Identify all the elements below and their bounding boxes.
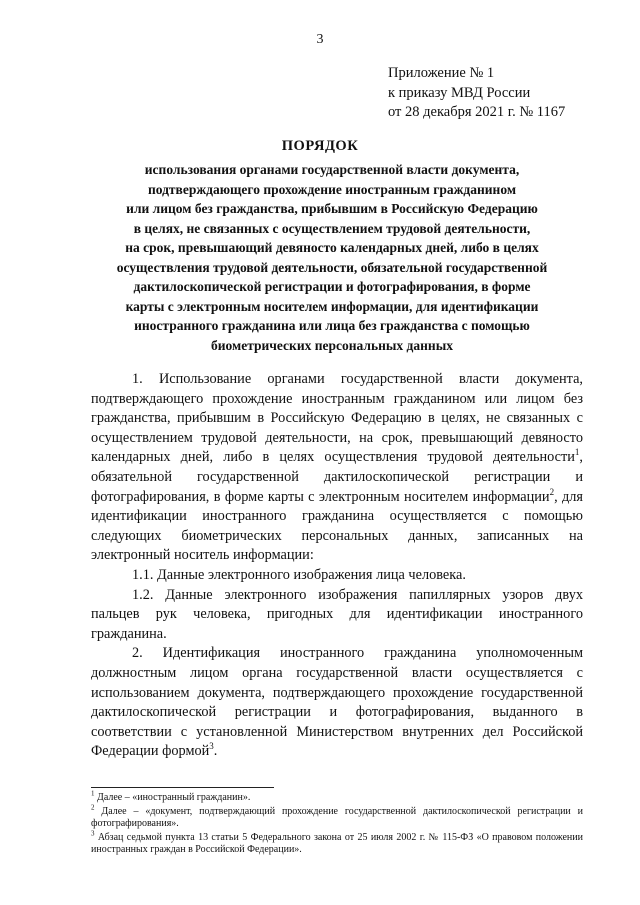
footnote-text: Далее – «иностранный гражданин». <box>94 792 251 803</box>
subtitle-line: биометрических персональных данных <box>211 337 453 353</box>
subtitle-line: на срок, превышающий девяносто календарных дней, либо в целях <box>125 240 539 255</box>
footnotes <box>91 789 583 858</box>
appendix-line: к приказу МВД России <box>388 84 531 101</box>
footnote-divider <box>91 787 274 788</box>
footnote-ref: 2 <box>549 486 555 497</box>
footnote-text: Абзац седьмой пункта 13 статьи 5 Федерального закона от 25 июля 2002 г. № 115-ФЗ «О правовом положении иностранных граждан в Российской Федерации». <box>91 831 583 856</box>
paragraph-text: 2. Идентификация иностранного гражданина уполномоченным должностным лицом органа государственной власти осуществляется с использованием документа, подтверждающего прохождение государственной дактилоскопической регистрации и фотографирования, выданного в соответствии с установленной Министерством внутренних дел Российской Федерации формой <box>91 645 583 760</box>
appendix-line: от 28 декабря 2021 г. № 1167 <box>388 104 566 120</box>
subtitle-line: карты с электронным носителем информации, для идентификации <box>125 298 539 314</box>
page-number: 3 <box>316 32 324 47</box>
footnote <box>91 803 583 831</box>
appendix-block <box>388 64 565 123</box>
footnote-ref: 3 <box>209 741 214 752</box>
footnote-mark: 2 <box>91 803 95 812</box>
subtitle-line: осуществления трудовой деятельности, обязательной государственной <box>116 259 548 275</box>
document-subtitle <box>82 160 582 355</box>
paragraph-1 <box>91 370 583 566</box>
paragraph-text: , для идентификации иностранного гражданина осуществляется с помощью следующих биометрических персональных данных, записанных на электронный носитель информации: <box>91 488 583 564</box>
paragraph-1-1: 1.1. Данные электронного изображения лица человека. <box>132 566 466 583</box>
footnote-ref: 1 <box>574 447 580 458</box>
paragraph-text: 1. Использование органами государственной власти документа, подтверждающего прохождение иностранным гражданином или лицом без гражданства, прибывшим в Российскую Федерацию в целях, не связанных с осуществлением трудовой деятельности, на срок, превышающий девяносто календарных дней, либо в целях осуществления трудовой деятельности <box>91 371 583 466</box>
paragraph-text: . <box>213 743 218 760</box>
footnote-text: Далее – «документ, подтверждающий прохождение государственной дактилоскопической регистрации и фотографирования». <box>91 805 583 830</box>
subtitle-line: или лицом без гражданства, прибывшим в Российскую Федерацию <box>126 201 538 216</box>
footnote <box>91 789 583 805</box>
subtitle-line: использования органами государственной власти документа, <box>144 162 520 177</box>
footnote <box>91 829 583 857</box>
subtitle-line: подтверждающего прохождение иностранным гражданином <box>147 181 517 197</box>
subtitle-line: в целях, не связанных с осуществлением трудовой деятельности, <box>133 220 531 236</box>
paragraph-text: , обязательной государственной дактилоскопической регистрации и фотографирования, в форме карты с электронным носителем информации <box>91 449 583 505</box>
paragraph-2 <box>91 644 583 762</box>
subtitle-line: иностранного гражданина или лица без гражданства с помощью <box>134 318 530 333</box>
subtitle-line: дактилоскопической регистрации и фотографирования, в форме <box>133 279 531 294</box>
body-text <box>91 370 583 762</box>
document-title: ПОРЯДОК <box>281 138 359 154</box>
appendix-line: Приложение № 1 <box>388 65 495 81</box>
paragraph-1-2: 1.2. Данные электронного изображения папиллярных узоров двух пальцев рук человека, пригодных для идентификации иностранного гражданина. <box>91 586 583 642</box>
footnote-mark: 3 <box>91 829 95 838</box>
footnote-mark: 1 <box>91 789 95 798</box>
